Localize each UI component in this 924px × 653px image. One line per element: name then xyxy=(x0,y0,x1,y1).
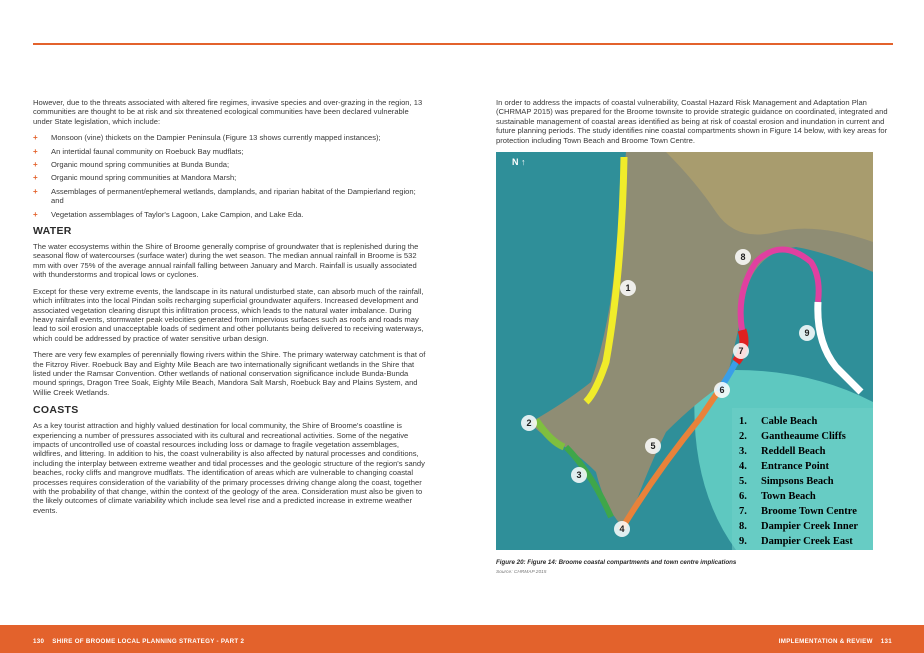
water-paragraph-2: Except for these very extreme events, the landscape in its natural undisturbed state, can absorb much of the rainfall, which infiltrates into the local Pindan soils recharging superficial groundwater aquifers. Increased development and associated vegetation clearing disrupt this infiltration process, which leads to the natural water imbalance. During heavy rainfall events, stormwater peak velocities generated from impervious surfaces such as roofs and roads may lead to soil erosion and unacceptable loads of sediment and other pollutants being delivered to receiving waterways, which could be addressed by practice of water sensitive urban design. xyxy=(33,286,424,343)
coastal-compartments-map xyxy=(496,152,873,550)
map-label: 6 xyxy=(714,382,730,398)
north-arrow-icon: N ↑ xyxy=(512,157,526,168)
legend-item: 1. Cable Beach xyxy=(739,416,818,428)
right-page-number: 131 xyxy=(880,638,892,645)
map-label: 2 xyxy=(521,415,537,431)
legend-item: 7. Broome Town Centre xyxy=(739,506,857,518)
water-paragraph-3: There are very few examples of perennially flowing rivers within the Shire. The primary waterway catchment is that of the Fitzroy River. Roebuck Bay and Eighty Mile Beach are two internationally significant wetlands in the Shire that listed under the Ramsar Convention. Other wetlands of national conservation significance include Bunda-Bunda mound springs, Dragon Tree Soak, Eighty Mile Beach, Mandora Salt Marsh, Roebuck Bay and Plains System, and Willie Creek Wetlands. xyxy=(33,350,426,397)
water-paragraph-1: The water ecosystems within the Shire of Broome generally comprise of groundwater that is replenished during the seasonal flow of watercourses (surface water) during the wet season. The median annual rainfall in Broome is 532 mm with over 75% of the average annual rainfall falling between January and March. Rainfall is usually associated with thunderstorms and tropical lows or cyclones. xyxy=(33,242,419,280)
map-label: 5 xyxy=(645,438,661,454)
legend-item: 6. Town Beach xyxy=(739,491,816,503)
list-item: + Organic mound spring communities at Bunda Bunda; xyxy=(33,160,230,170)
chrmap-paragraph: In order to address the impacts of coastal vulnerability, Coastal Hazard Risk Management and Adaptation Plan (CHRMAP 2015) was prepared for the Broome townsite to provide strategic guidance on coordinated, integrated and sustainable management of coastal areas identified as being at risk of coastal erosion and inundation in current and future planning periods. The study identifies nine coastal compartments shown in Figure 14 below, with key areas for protection including Town Beach and Broome Town Centre. xyxy=(496,98,888,145)
list-item: + Monsoon (vine) thickets on the Dampier Peninsula (Figure 13 shows currently mapped instances); xyxy=(33,133,381,143)
legend-item: 2. Gantheaume Cliffs xyxy=(739,431,846,443)
legend-item: 9. Dampier Creek East xyxy=(739,536,853,548)
footer-left xyxy=(33,638,244,645)
legend-item: 5. Simpsons Beach xyxy=(739,476,834,488)
bullet-plus-icon: + xyxy=(33,146,38,156)
map-label: 1 xyxy=(620,280,636,296)
left-column xyxy=(33,98,427,522)
figure-caption: Figure 20: Figure 14: Broome coastal compartments and town centre implications xyxy=(496,559,737,567)
footer-right xyxy=(779,638,892,645)
water-heading: WATER xyxy=(33,225,72,238)
intro-paragraph: However, due to the threats associated with altered fire regimes, invasive species and over-grazing in the region, 13 communities are thought to be at risk and six threatened ecological communities have been declared vulnerable under State legislation, which include: xyxy=(33,98,423,126)
map-label: 9 xyxy=(799,325,815,341)
legend-item: 3. Reddell Beach xyxy=(739,446,826,458)
left-footer-title: SHIRE OF BROOME LOCAL PLANNING STRATEGY - PART 2 xyxy=(52,638,245,645)
list-item: + Vegetation assemblages of Taylor's Lagoon, Lake Campion, and Lake Eda. xyxy=(33,209,304,219)
coasts-heading: COASTS xyxy=(33,404,79,417)
bullet-plus-icon: + xyxy=(33,133,38,143)
legend-item: 8. Dampier Creek Inner xyxy=(739,521,859,533)
page-footer xyxy=(0,625,924,653)
coasts-paragraph: As a key tourist attraction and highly valued destination for local community, the Shire of Broome's coastline is experiencing a number of pressures associated with its cultural and recreational activities. Some of the negative impacts of uncontrolled use of coastal resources including loss or damage to fragile vegetation assemblages, wildfires, and littering. In addition to his, the coast vulnerability is also affected by natural processes and conditions, including the interplay between extreme weather and tidal processes and the geologic structure of the region's sandy beaches, rocky cliffs and mangrove mudflats. The identification of areas which are vulnerable to changing coastal processes requires consideration of the variability of the primary processes driving change along the coast, together with the probability of that change, within the context of the geology of the area. Consideration must also be given to the likely outcomes of climate variability which include sea level rise and a predicted increase in extreme weather events. xyxy=(33,421,425,515)
list-item: + Assemblages of permanent/ephemeral wetlands, damplands, and riparian habitat of the Dampierland region; and xyxy=(33,186,416,206)
legend-item: 4. Entrance Point xyxy=(739,461,829,473)
bullet-plus-icon: + xyxy=(33,160,38,170)
map-label: 4 xyxy=(614,521,630,537)
list-item: + Organic mound spring communities at Mandora Marsh; xyxy=(33,173,237,183)
bullet-plus-icon: + xyxy=(33,173,38,183)
map-label: 3 xyxy=(571,467,587,483)
figure-source: Source: CHRMAP 2015 xyxy=(496,570,547,576)
map-label: 7 xyxy=(733,343,749,359)
top-rule xyxy=(33,43,893,45)
right-column xyxy=(496,98,890,578)
threatened-communities-list xyxy=(33,133,427,219)
left-page-number: 130 xyxy=(33,638,45,645)
list-item: + An intertidal faunal community on Roebuck Bay mudflats; xyxy=(33,146,244,156)
map-legend xyxy=(739,414,873,549)
bullet-plus-icon: + xyxy=(33,209,38,219)
map-label: 8 xyxy=(735,249,751,265)
right-footer-title: IMPLEMENTATION & REVIEW xyxy=(778,638,873,645)
bullet-plus-icon: + xyxy=(33,186,38,196)
